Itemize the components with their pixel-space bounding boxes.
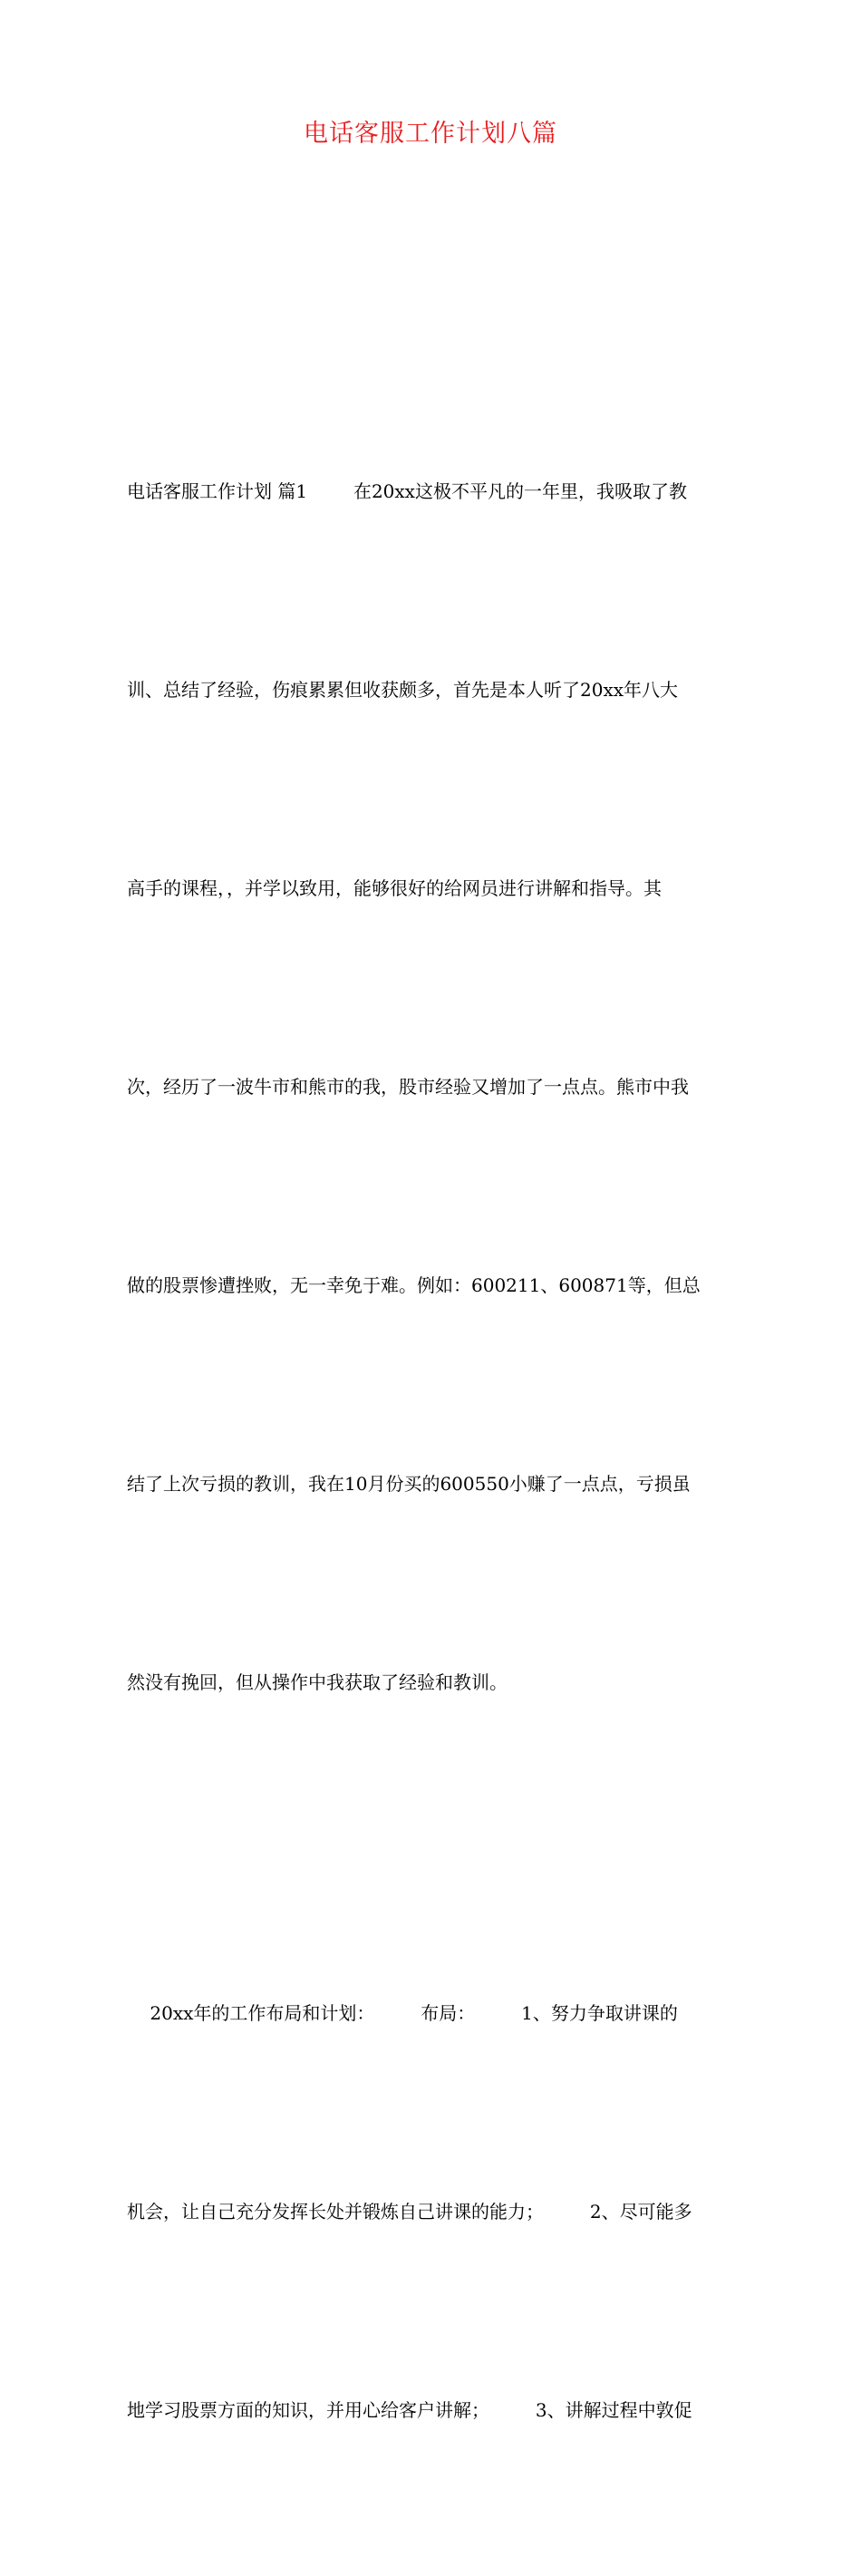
paragraph <box>127 326 752 1848</box>
text-line: 然没有挽回，但从操作中我获取了经验和教训。 <box>127 1671 508 1693</box>
document-body <box>127 326 752 2576</box>
text-line: 机会，让自己充分发挥长处并锻炼自己讲课的能力； 2、尽可能多 <box>127 2201 692 2223</box>
text-line: 做的股票惨遭挫败，无一幸免于难。例如：600211、600871等，但总 <box>127 1274 701 1296</box>
document-title: 电话客服工作计划八篇 <box>304 120 557 148</box>
text-line: 电话客服工作计划 篇1 在20xx这极不平凡的一年里，我吸取了教 <box>127 480 687 502</box>
text-line: 20xx年的工作布局和计划： 布局： 1、努力争取讲课的 <box>127 2002 678 2024</box>
text-line: 高手的课程，，并学以致用，能够很好的给网员进行讲解和指导。其 <box>127 877 662 899</box>
text-line: 训、总结了经验，伤痕累累但收获颇多，首先是本人听了20xx年八大 <box>127 679 679 701</box>
paragraph <box>127 1848 752 2576</box>
text-line: 结了上次亏损的教训，我在10月份买的600550小赚了一点点，亏损虽 <box>127 1473 691 1495</box>
text-line: 地学习股票方面的知识，并用心给客户讲解； 3、讲解过程中敦促 <box>127 2399 692 2421</box>
text-line: 次，经历了一波牛市和熊市的我，股市经验又增加了一点点。熊市中我 <box>127 1076 689 1098</box>
